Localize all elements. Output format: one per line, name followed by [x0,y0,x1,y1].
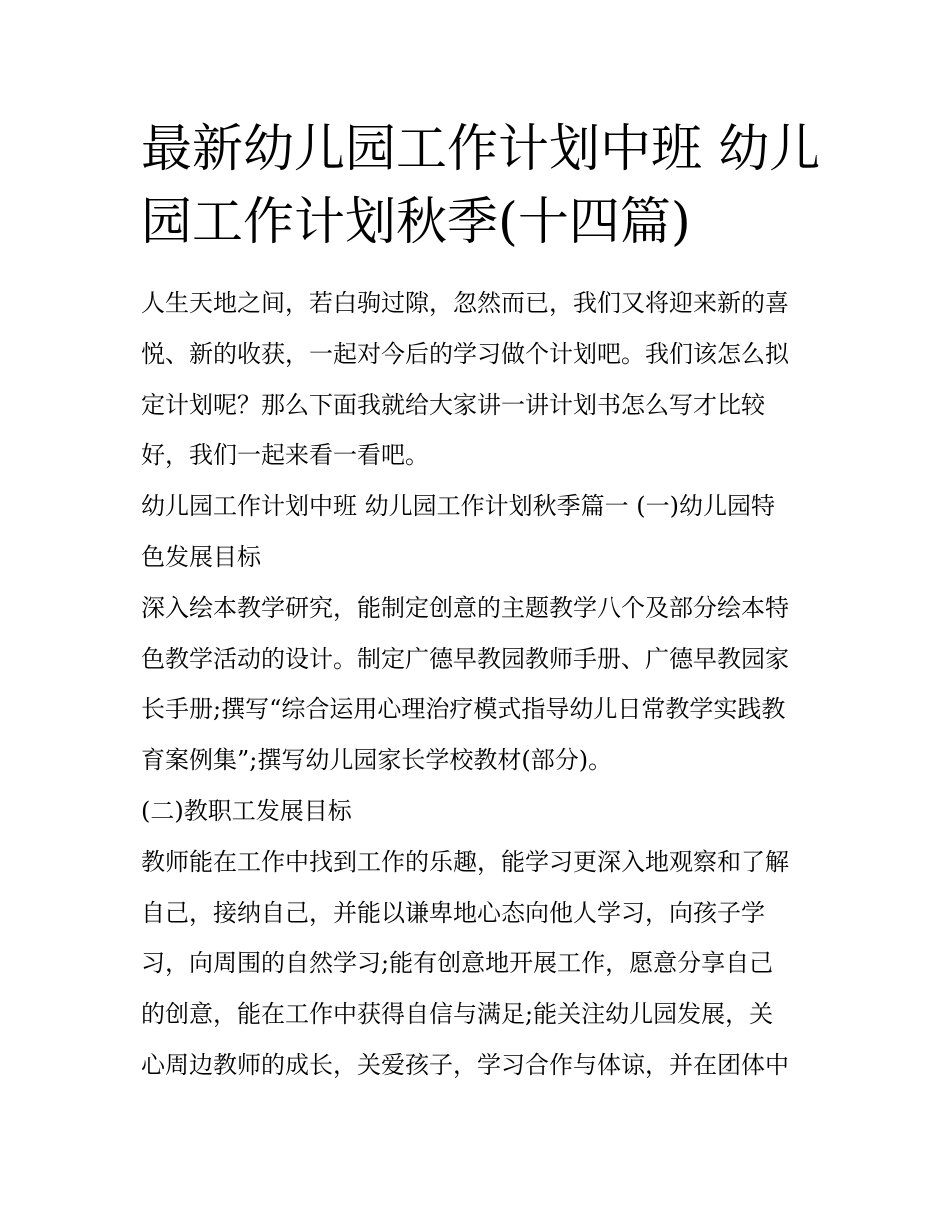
body-line: 教师能在工作中找到工作的乐趣，能学习更深入地观察和了解 [141,847,789,876]
body-line: 自己，接纳自己，并能以谦卑地心态向他人学习，向孩子学 [141,898,765,927]
body-line: 定计划呢？那么下面我就给大家讲一讲计划书怎么写才比较 [141,390,765,419]
title-line: 最新幼儿园工作计划中班 幼儿 [141,120,821,179]
body-line: 长手册;撰写“综合运用心理治疗模式指导幼儿日常教学实践教 [141,695,786,724]
body-line: 的创意，能在工作中获得自信与满足;能关注幼儿园发展，关 [141,1000,774,1029]
section-heading-line: (二)教职工发展目标 [141,796,352,825]
body-line: 色教学活动的设计。制定广德早教园教师手册、广德早教园家 [141,644,789,673]
section-heading-line: 色发展目标 [141,542,261,571]
body-line: 育案例集”;撰写幼儿园家长学校教材(部分)。 [141,746,613,775]
title-line: 园工作计划秋季(十四篇) [141,193,691,252]
body-line: 好，我们一起来看一看吧。 [141,441,429,470]
body-line: 心周边教师的成长，关爱孩子，学习合作与体谅，并在团体中 [141,1050,789,1079]
body-line: 习，向周围的自然学习;能有创意地开展工作，愿意分享自己 [141,949,774,978]
body-line: 人生天地之间，若白驹过隙，忽然而已，我们又将迎来新的喜 [141,289,789,317]
body-line: 悦、新的收获，一起对今后的学习做个计划吧。我们该怎么拟 [141,339,789,368]
document-body [141,278,821,1091]
body-line: 深入绘本教学研究，能制定创意的主题教学八个及部分绘本特 [141,593,789,622]
section-heading-line: 幼儿园工作计划中班 幼儿园工作计划秋季篇一 (一)幼儿园特 [141,492,775,521]
document-title [141,113,821,259]
